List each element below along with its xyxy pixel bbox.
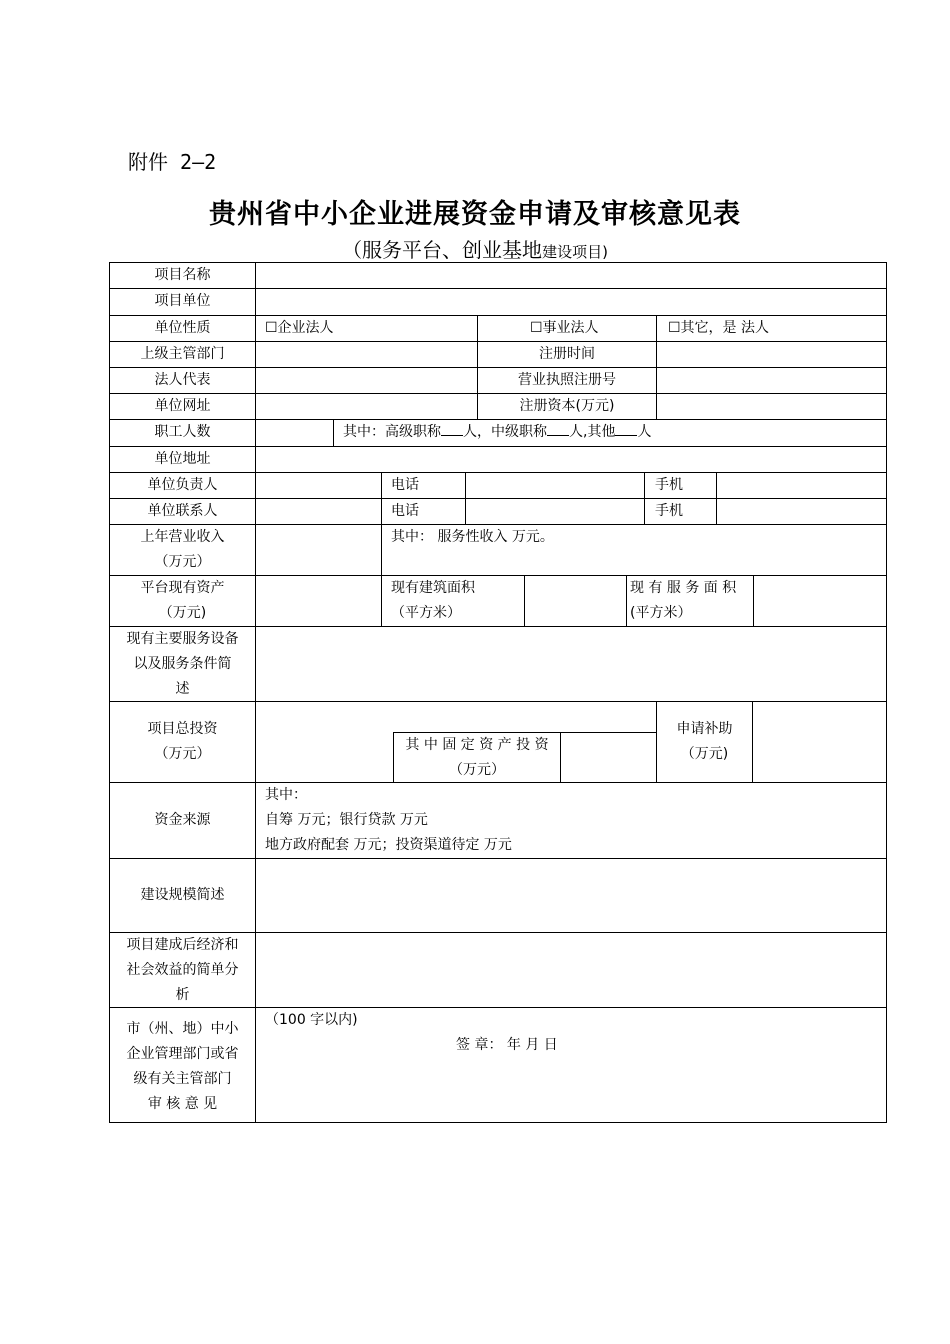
form-title: 贵州省中小企业进展资金申请及审核意见表	[209, 199, 741, 230]
label-fixed-assets: 其 中 固 定 资 产 投 资	[405, 737, 549, 753]
staff-unit: 人	[637, 424, 652, 440]
column-divider	[465, 472, 466, 524]
label-license-no: 营业执照注册号	[518, 372, 616, 388]
label-head-mobile: 手机	[655, 477, 683, 493]
label-reg-capital: 注册资本(万元)	[519, 398, 615, 414]
label-fixed-assets-unit: （万元）	[449, 762, 505, 778]
label-head-phone: 电话	[391, 477, 419, 493]
column-divider	[626, 575, 627, 626]
staff-other-blank[interactable]	[615, 421, 637, 436]
label-subsidy: 申请补助	[676, 721, 733, 737]
column-divider	[656, 315, 657, 419]
word-limit-note: （100 字以内)	[265, 1012, 358, 1028]
label-address: 单位地址	[154, 451, 211, 467]
signature-line[interactable]: 签 章： 年 月 日	[456, 1037, 558, 1053]
label-review-line3: 级有关主管部门	[133, 1071, 232, 1087]
label-legal-rep: 法人代表	[154, 372, 211, 388]
label-project-name: 项目名称	[154, 267, 211, 283]
checkbox-institution[interactable]: ☐事业法人	[530, 320, 599, 336]
label-subsidy-unit: （万元)	[680, 746, 729, 762]
label-assets: 平台现有资产	[140, 580, 225, 596]
label-revenue: 上年营业收入	[140, 529, 225, 545]
column-divider	[644, 472, 645, 524]
label-equipment-line2: 以及服务条件简	[133, 656, 232, 672]
label-equipment: 现有主要服务设备	[126, 631, 239, 647]
label-benefit-line3: 析	[175, 987, 190, 1003]
label-review-line4: 审 核 意 见	[147, 1096, 218, 1112]
staff-other-label: 人,其他	[569, 424, 616, 440]
column-divider	[716, 472, 717, 524]
staff-senior-blank[interactable]	[441, 421, 463, 436]
staff-senior-label: 其中：高级职称	[343, 424, 441, 440]
column-divider	[560, 732, 561, 782]
label-staff-count: 职工人数	[154, 424, 211, 440]
label-review: 市（州、地）中小	[126, 1021, 239, 1037]
label-unit-contact: 单位联系人	[147, 503, 218, 519]
label-service-area: 现 有 服 务 面 积	[630, 580, 737, 596]
funding-line2: 自筹 万元；银行贷款 万元	[265, 812, 428, 828]
label-assets-unit: （万元)	[158, 605, 207, 621]
label-revenue-unit: （万元）	[154, 554, 211, 570]
application-form-table	[109, 262, 887, 1123]
column-divider	[524, 575, 525, 626]
checkbox-enterprise[interactable]: ☐企业法人	[265, 320, 334, 336]
label-service-area-unit: (平方米）	[630, 605, 692, 621]
label-funding: 资金来源	[154, 812, 211, 828]
revenue-detail: 其中： 服务性收入 万元。	[391, 529, 554, 545]
attachment-number: 附件 2—2	[128, 150, 217, 174]
label-supervisor: 上级主管部门	[140, 346, 225, 362]
label-reg-time: 注册时间	[539, 346, 595, 362]
column-divider	[753, 575, 754, 626]
label-benefit-line2: 社会效益的简单分	[126, 962, 239, 978]
column-divider	[333, 419, 334, 446]
row-divider	[110, 858, 886, 859]
staff-mid-blank[interactable]	[547, 421, 569, 436]
label-benefit: 项目建成后经济和	[126, 937, 239, 953]
staff-mid-label: 人，中级职称	[463, 424, 547, 440]
label-website: 单位网址	[154, 398, 211, 414]
staff-breakdown	[343, 420, 651, 445]
funding-line3: 地方政府配套 万元；投资渠道待定 万元	[265, 837, 512, 853]
subtitle-main: （服务平台、创业基地	[342, 238, 543, 262]
funding-line1: 其中：	[265, 787, 307, 803]
label-building-area: 现有建筑面积	[391, 580, 475, 596]
label-total-invest-unit: （万元）	[154, 746, 211, 762]
column-divider	[752, 701, 753, 782]
column-divider	[381, 472, 382, 626]
form-subtitle	[0, 234, 950, 263]
label-contact-phone: 电话	[391, 503, 419, 519]
label-building-area-unit: （平方米）	[391, 605, 461, 621]
checkbox-other[interactable]: ☐其它，是 法人	[668, 320, 770, 336]
label-unit-head: 单位负责人	[147, 477, 218, 493]
column-divider	[255, 263, 256, 1122]
label-project-unit: 项目单位	[154, 293, 211, 309]
label-review-line2: 企业管理部门或省	[126, 1046, 239, 1062]
label-equipment-line3: 述	[175, 681, 190, 697]
label-scale: 建设规模简述	[140, 887, 225, 903]
label-contact-mobile: 手机	[655, 503, 683, 519]
label-total-invest: 项目总投资	[147, 721, 218, 737]
subtitle-small: 建设项目)	[542, 243, 608, 261]
label-unit-nature: 单位性质	[154, 320, 211, 336]
